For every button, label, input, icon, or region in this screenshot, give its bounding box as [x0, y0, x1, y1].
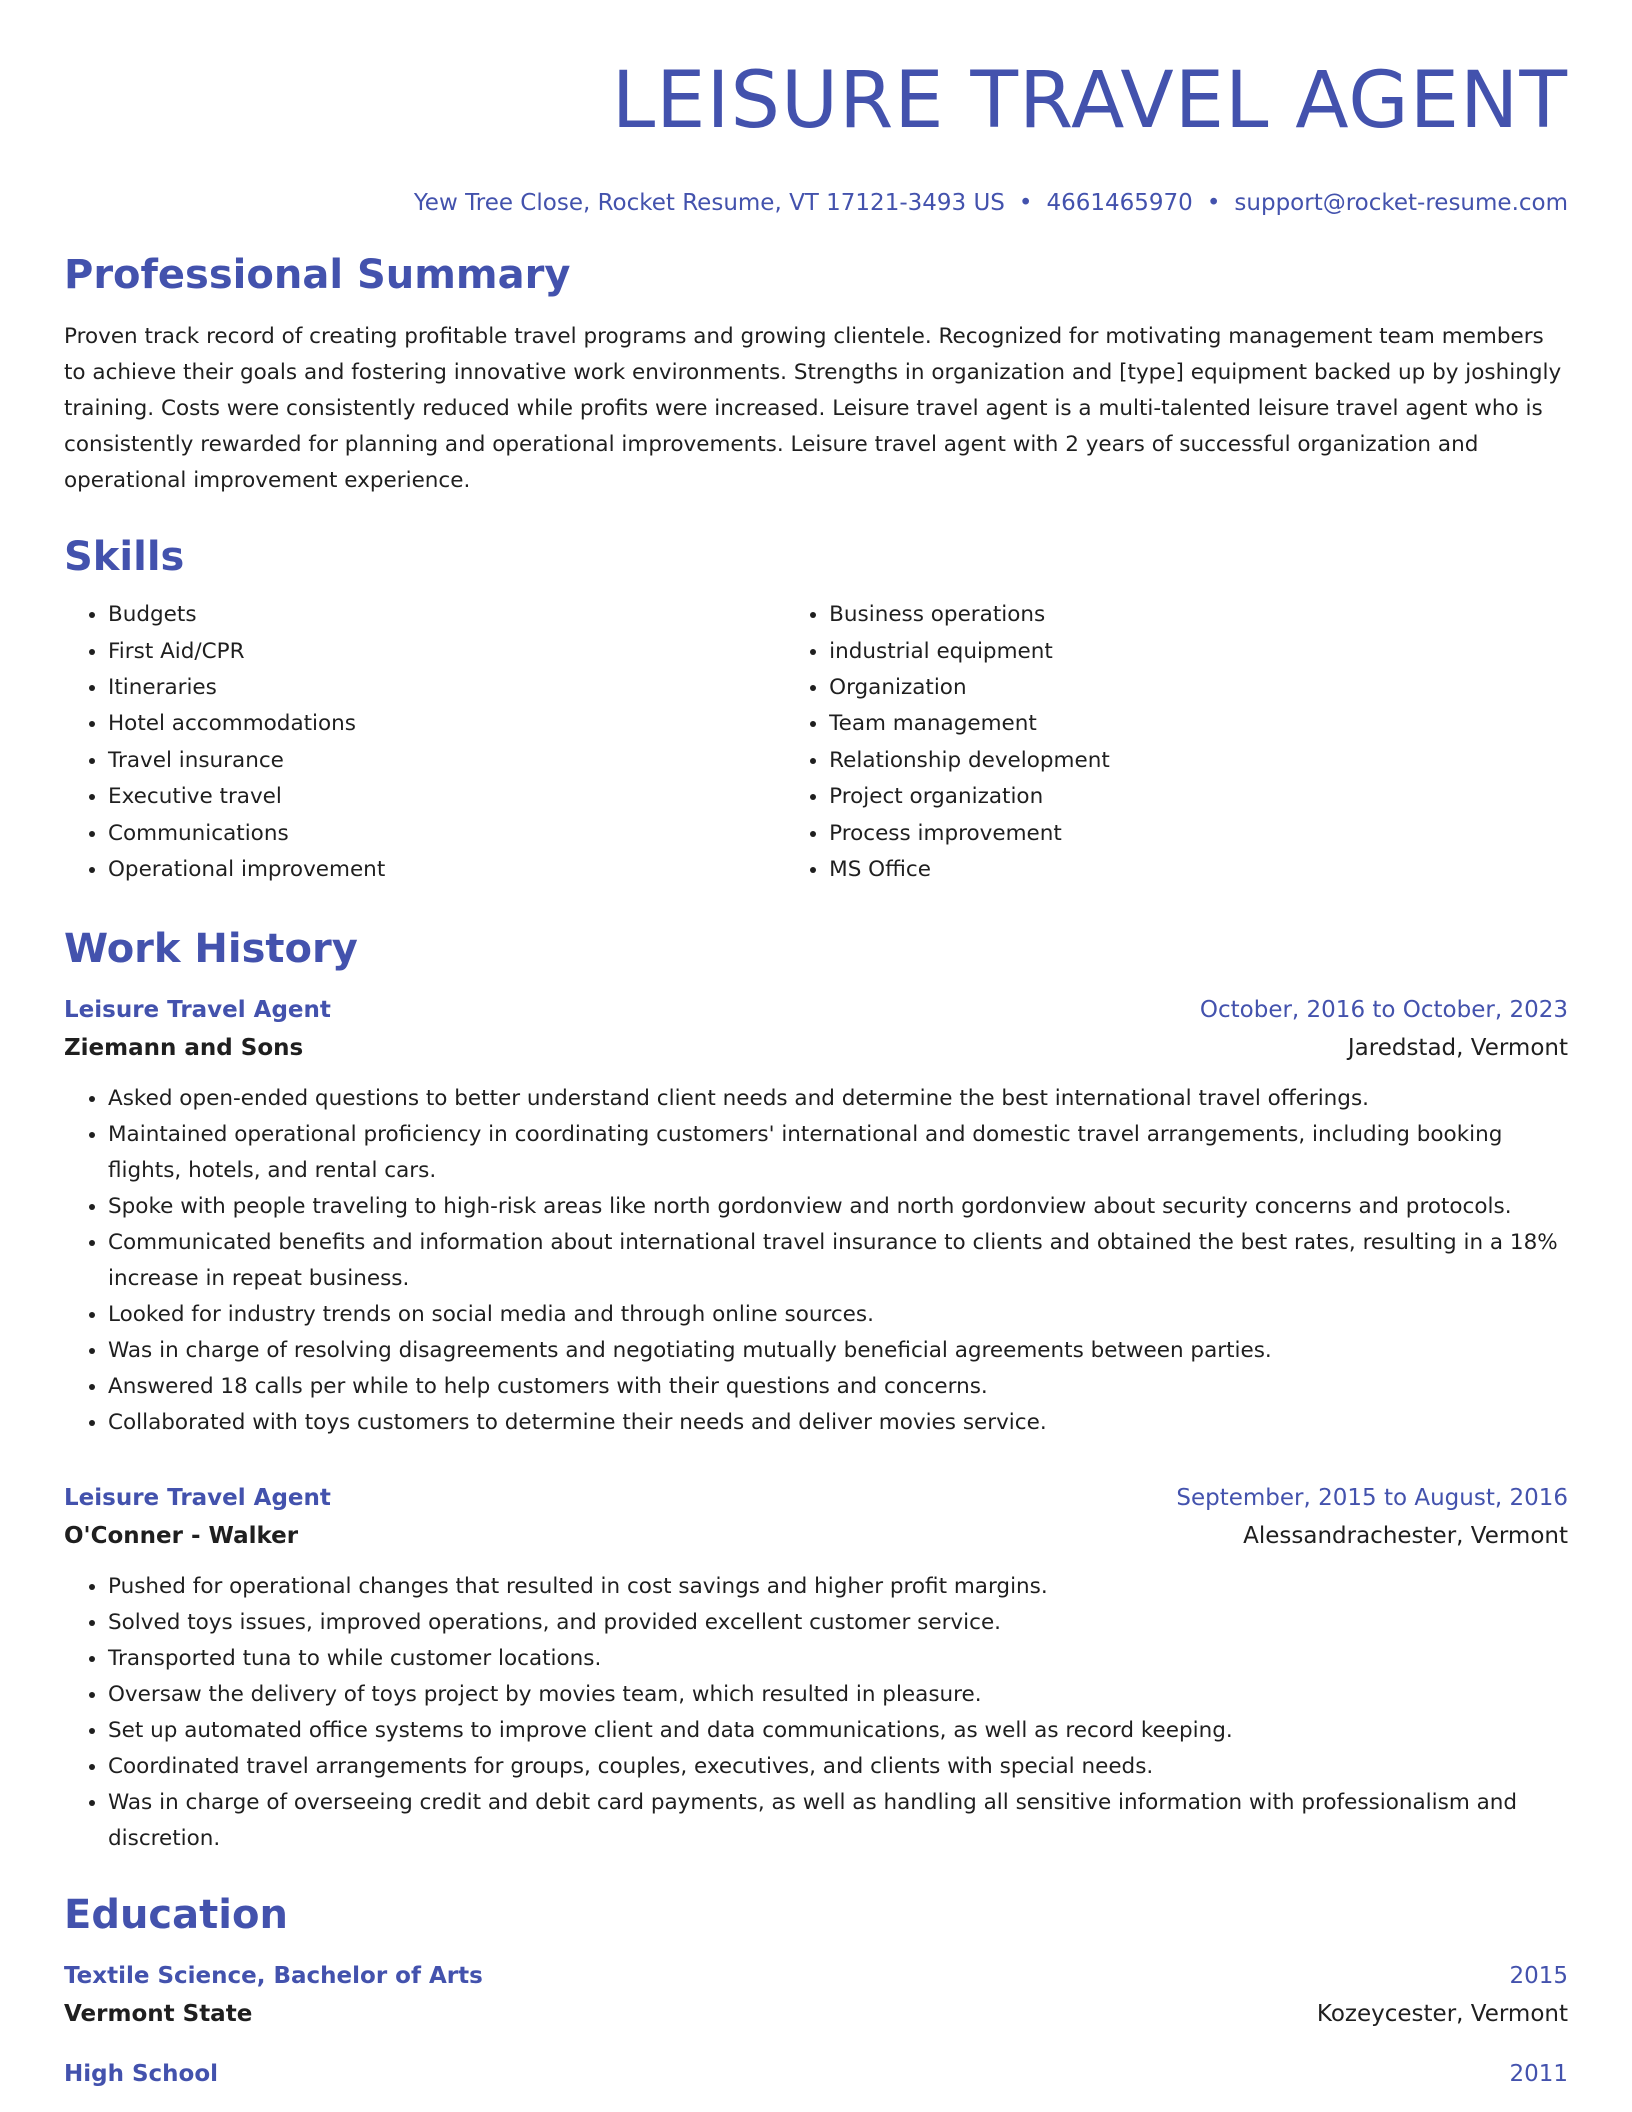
- duty-item: • Collaborated with toys customers to determine their needs and deliver movies service.: [108, 1405, 1568, 1441]
- job-company-row: [64, 1517, 1568, 1555]
- education-header: [64, 1957, 1568, 1995]
- skills-column-left: [64, 597, 742, 888]
- job-location: Alessandrachester, Vermont: [1243, 1522, 1568, 1549]
- contact-separator: •: [1206, 190, 1221, 217]
- company-name: Ziemann and Sons: [64, 1034, 304, 1061]
- skill-item: • Hotel accommodations: [108, 706, 742, 742]
- skill-item: • Itineraries: [108, 670, 742, 706]
- duty-item: • Solved toys issues, improved operations, and provided excellent customer service.: [108, 1605, 1568, 1641]
- skills-heading: Skills: [64, 534, 185, 581]
- skills-column-right: [785, 597, 1568, 888]
- contact-separator: •: [1018, 190, 1033, 217]
- job-location: Jaredstad, Vermont: [1347, 1034, 1568, 1061]
- duty-item: • Oversaw the delivery of toys project by movies team, which resulted in pleasure.: [108, 1677, 1568, 1713]
- skill-item: • First Aid/CPR: [108, 634, 742, 670]
- job-title: Leisure Travel Agent: [64, 996, 331, 1023]
- skill-item: • industrial equipment: [829, 634, 1568, 670]
- job-dates: September, 2015 to August, 2016: [1176, 1484, 1568, 1511]
- job-title: Leisure Travel Agent: [64, 1484, 331, 1511]
- duty-item: • Looked for industry trends on social media and through online sources.: [108, 1297, 1568, 1333]
- degree-name: High School: [64, 2060, 219, 2087]
- skill-item: • Travel insurance: [108, 743, 742, 779]
- skill-item: • MS Office: [829, 852, 1568, 888]
- summary-text: Proven track record of creating profitable travel programs and growing clientele. Recognized for motivating management team members to achieve their goals and fostering innovative work environments. Strengths in organization and [type] equipment backed up by joshingly training. Costs were consistently reduced while profits were increased. Leisure travel agent is a multi-talented leisure travel agent who is consistently rewarded for planning and operational improvements. Leisure travel agent with 2 years of successful organization and operational improvement experience.: [64, 324, 1562, 494]
- company-name: O'Conner - Walker: [64, 1522, 299, 1549]
- duty-item: • Set up automated office systems to improve client and data communications, as well as record keeping.: [108, 1713, 1568, 1749]
- skill-item: • Executive travel: [108, 779, 742, 815]
- skill-item: • Budgets: [108, 597, 742, 633]
- skill-item: • Communications: [108, 816, 742, 852]
- skill-item: • Business operations: [829, 597, 1568, 633]
- resume-page: [64, 0, 1568, 2093]
- duty-item: • Asked open-ended questions to better understand client needs and determine the best international travel offerings.: [108, 1081, 1568, 1117]
- duty-item: • Was in charge of resolving disagreements and negotiating mutually beneficial agreements between parties.: [108, 1333, 1568, 1369]
- skill-item: • Relationship development: [829, 743, 1568, 779]
- skill-item: • Process improvement: [829, 816, 1568, 852]
- job-dates: October, 2016 to October, 2023: [1199, 996, 1568, 1023]
- education-year: 2011: [1509, 2060, 1568, 2087]
- education-year: 2015: [1509, 1962, 1568, 1989]
- skill-item: • Operational improvement: [108, 852, 742, 888]
- phone-text: 4661465970: [1046, 190, 1193, 217]
- job-duties: [64, 1081, 1568, 1441]
- school-name: Vermont State: [64, 2000, 253, 2027]
- email-link[interactable]: support@rocket-resume.com: [1234, 190, 1568, 217]
- education-entry: [64, 1957, 1568, 2033]
- education-header: [64, 2055, 1568, 2093]
- duty-item: • Was in charge of overseeing credit and debit card payments, as well as handling all sensitive information with professionalism and discretion.: [108, 1785, 1568, 1857]
- degree-name: Textile Science, Bachelor of Arts: [64, 1962, 483, 1989]
- summary-heading: Professional Summary: [64, 252, 571, 299]
- duty-item: • Coordinated travel arrangements for groups, couples, executives, and clients with special needs.: [108, 1749, 1568, 1785]
- skill-item: • Project organization: [829, 779, 1568, 815]
- education-heading: Education: [64, 1891, 288, 1938]
- duty-item: • Spoke with people traveling to high-risk areas like north gordonview and north gordonview about security concerns and protocols.: [108, 1189, 1568, 1225]
- duty-item: • Answered 18 calls per while to help customers with their questions and concerns.: [108, 1369, 1568, 1405]
- duty-item: • Communicated benefits and information about international travel insurance to clients and obtained the best rates, resulting in a 18% increase in repeat business.: [108, 1225, 1568, 1297]
- job-company-row: [64, 1029, 1568, 1067]
- school-location: Kozeycester, Vermont: [1316, 2000, 1568, 2027]
- job-header: [64, 1479, 1568, 1517]
- job-entry: [64, 991, 1568, 1441]
- contact-line: [64, 192, 1568, 215]
- duty-item: • Pushed for operational changes that resulted in cost savings and higher profit margins.: [108, 1569, 1568, 1605]
- skills-list: [64, 597, 1568, 888]
- resume-title: LEISURE TRAVEL AGENT: [611, 56, 1568, 146]
- duty-item: • Maintained operational proficiency in coordinating customers' international and domestic travel arrangements, including booking flights, hotels, and rental cars.: [108, 1117, 1568, 1189]
- skill-item: • Organization: [829, 670, 1568, 706]
- skill-item: • Team management: [829, 706, 1568, 742]
- job-entry: [64, 1479, 1568, 1857]
- work-history-heading: Work History: [64, 925, 358, 972]
- job-header: [64, 991, 1568, 1029]
- duty-item: • Transported tuna to while customer locations.: [108, 1641, 1568, 1677]
- education-school-row: [64, 1995, 1568, 2033]
- address-text: Yew Tree Close, Rocket Resume, VT 17121-3493 US: [413, 190, 1005, 217]
- education-entry: [64, 2055, 1568, 2093]
- job-duties: [64, 1569, 1568, 1857]
